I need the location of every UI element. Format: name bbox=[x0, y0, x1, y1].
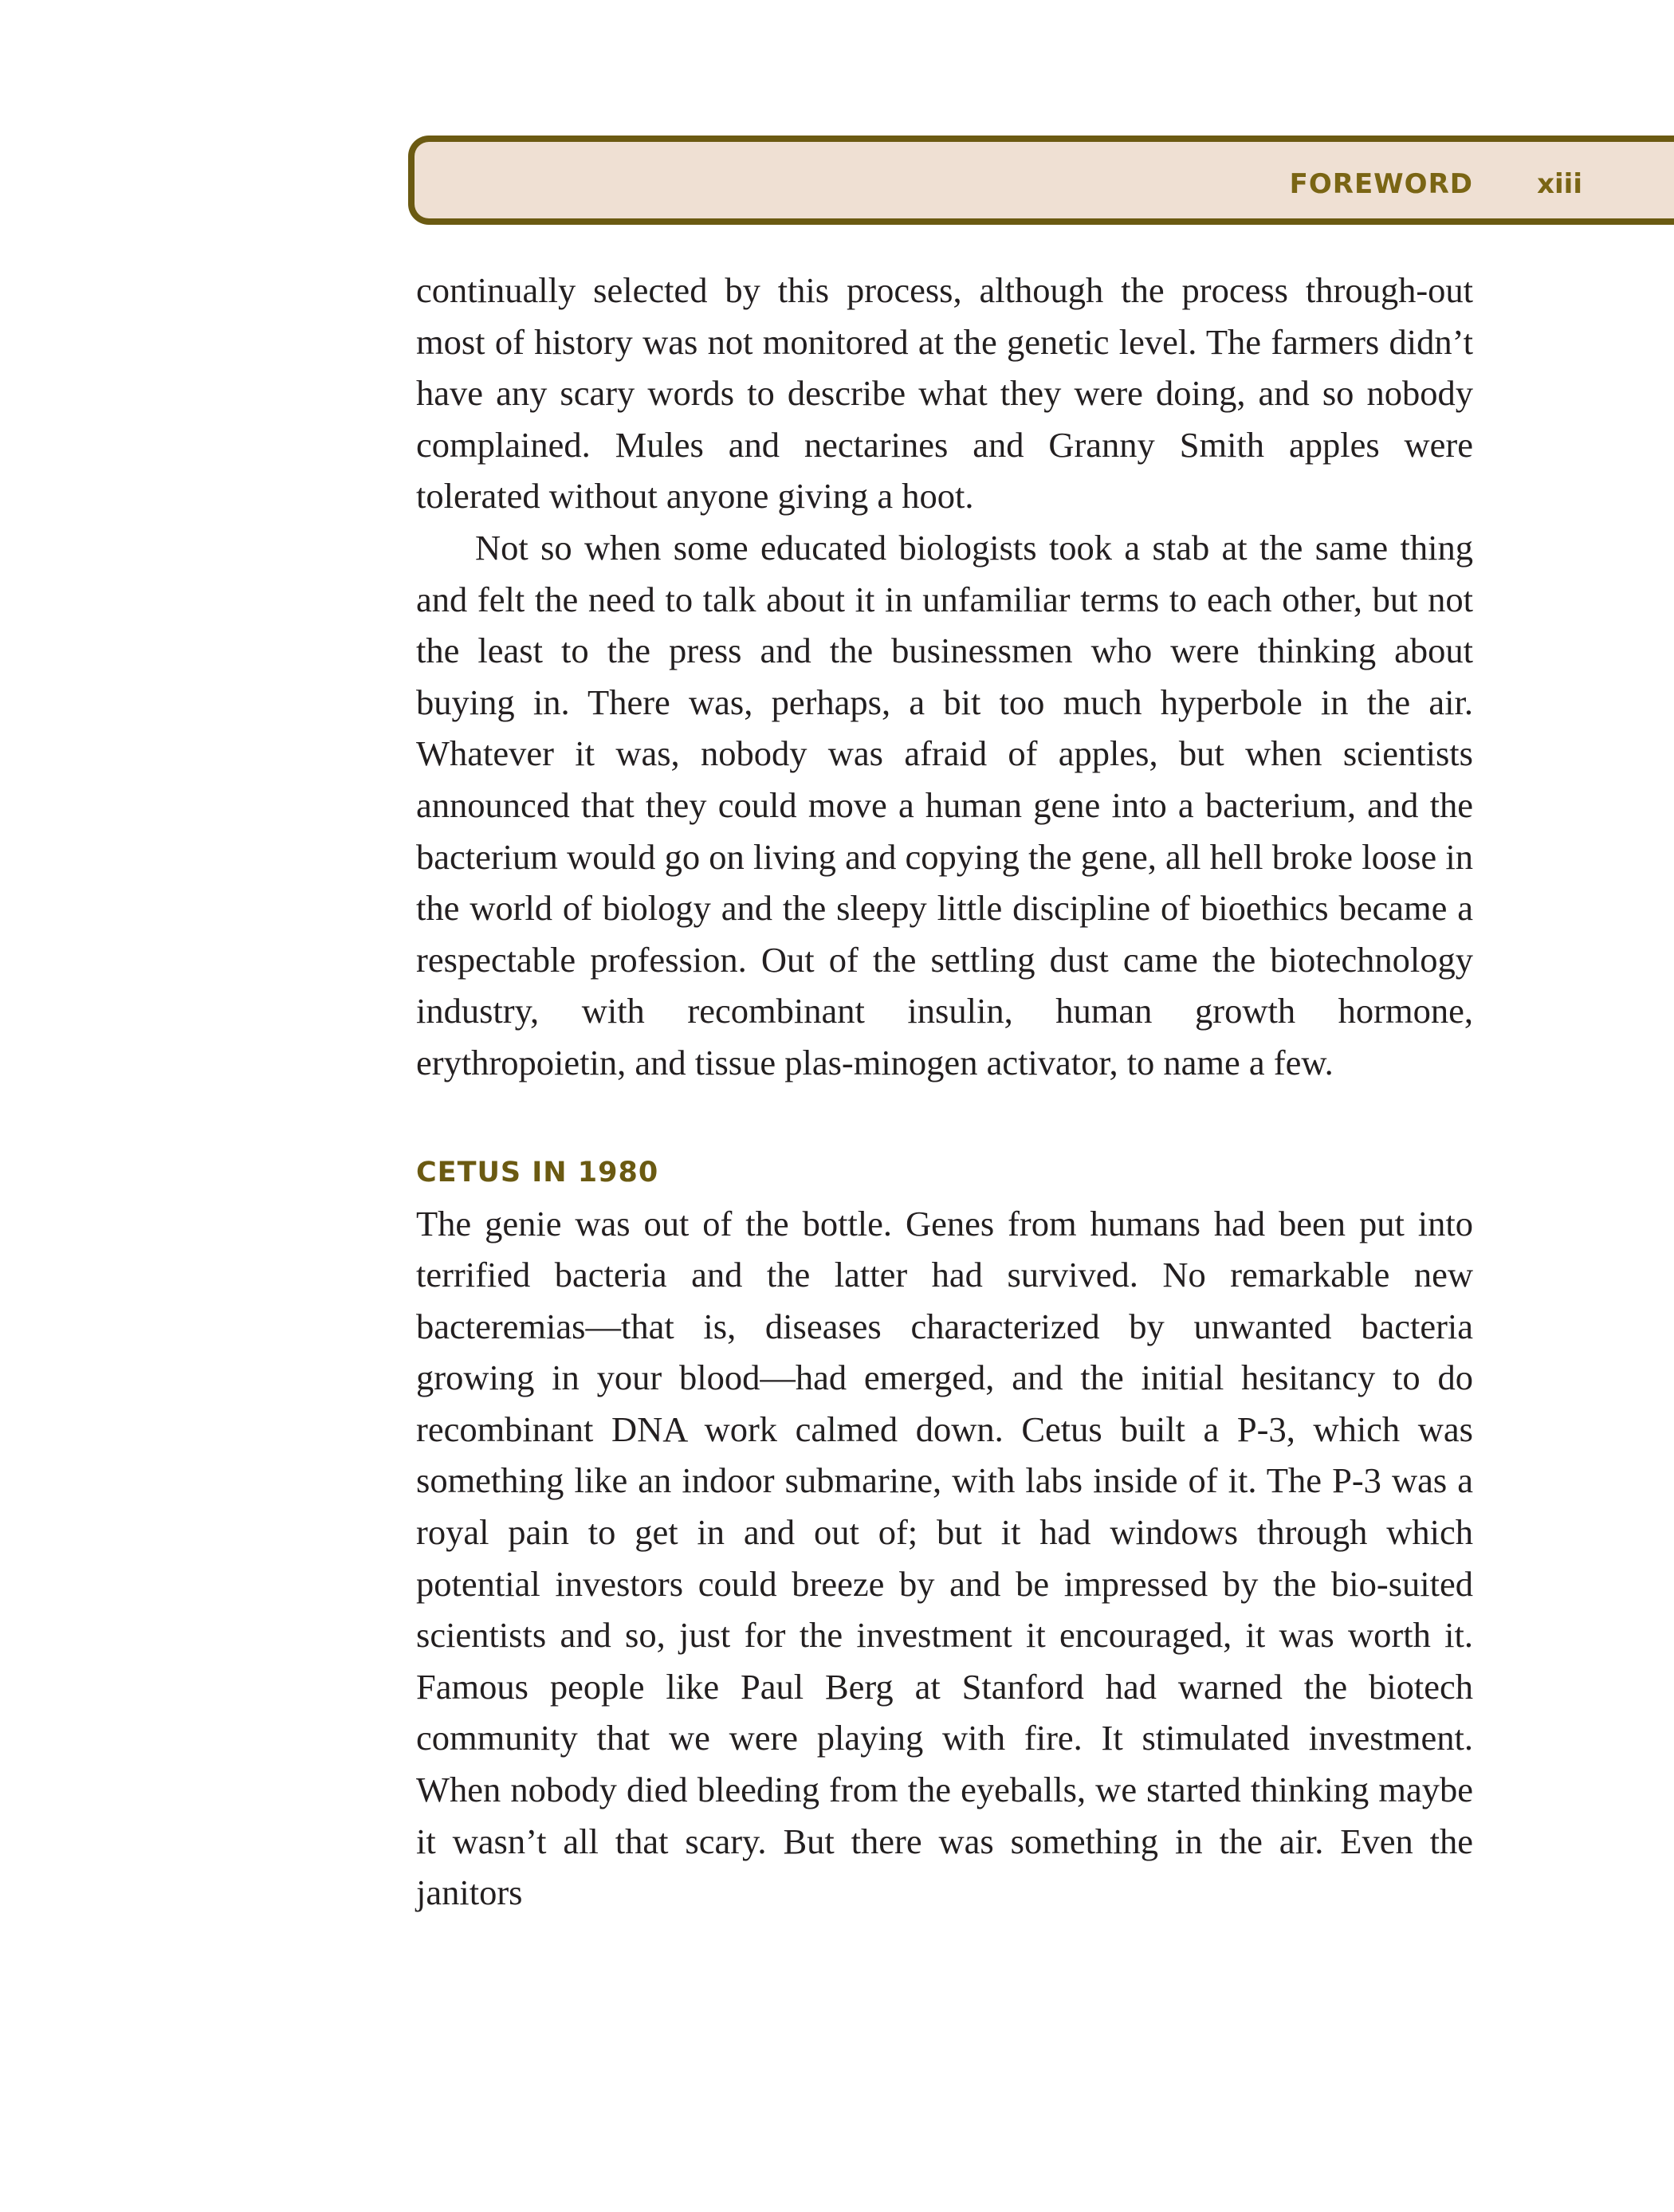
paragraph: Not so when some educated biologists took a stab at the same thing and felt the need to talk about it in unfamiliar terms to each other, but not the least to the press and the businessmen who were thinking about buying in. There was, perhaps, a bit too much hyperbole in the air. Whatever it was, nobody was afraid of apples, but when scientists announced that they could move a human gene into a bacterium, and the bacterium would go on living and copying the gene, all hell broke loose in the world of biology and the sleepy little discipline of bioethics became a respectable profession. Out of the settling dust came the biotechnology industry, with recombinant insulin, human growth hormone, erythropoietin, and tissue plas-minogen activator, to name a few. bbox=[416, 527, 1473, 1082]
paragraph-continued: continually selected by this process, although the process through-out most of history was not monitored at the genetic level. The farmers didn’t have any scary words to describe what they were doing, and so nobody complained. Mules and nectarines and Granny Smith apples were tolerated without anyone giving a hoot. bbox=[416, 270, 1473, 517]
section-paragraph: The genie was out of the bottle. Genes from humans had been put into terrified bacteria and the latter had survived. No remarkable new bacteremias—that is, diseases characterized by unwanted bacteria growing in your blood—had emerged, and the initial hesitancy to do recombinant DNA work calmed down. Cetus built a P-3, which was something like an indoor submarine, with labs inside of it. The P-3 was a royal pain to get in and out of; but it had windows through which potential investors could breeze by and be impressed by the bio-suited scientists and so, just for the investment it encouraged, it was worth it. Famous people like Paul Berg at Stanford had warned the biotech community that we were playing with fire. It stimulated investment. When nobody died bleeding from the eyeballs, we started thinking maybe it wasn’t all that scary. But there was something in the air. Even the janitors bbox=[416, 1203, 1473, 1913]
running-head-banner bbox=[408, 136, 1674, 225]
body-text bbox=[416, 265, 1473, 1919]
section-heading: CETUS IN 1980 bbox=[416, 1156, 659, 1189]
page-number: xiii bbox=[1537, 168, 1582, 200]
running-head-section: FOREWORD bbox=[1289, 168, 1473, 200]
